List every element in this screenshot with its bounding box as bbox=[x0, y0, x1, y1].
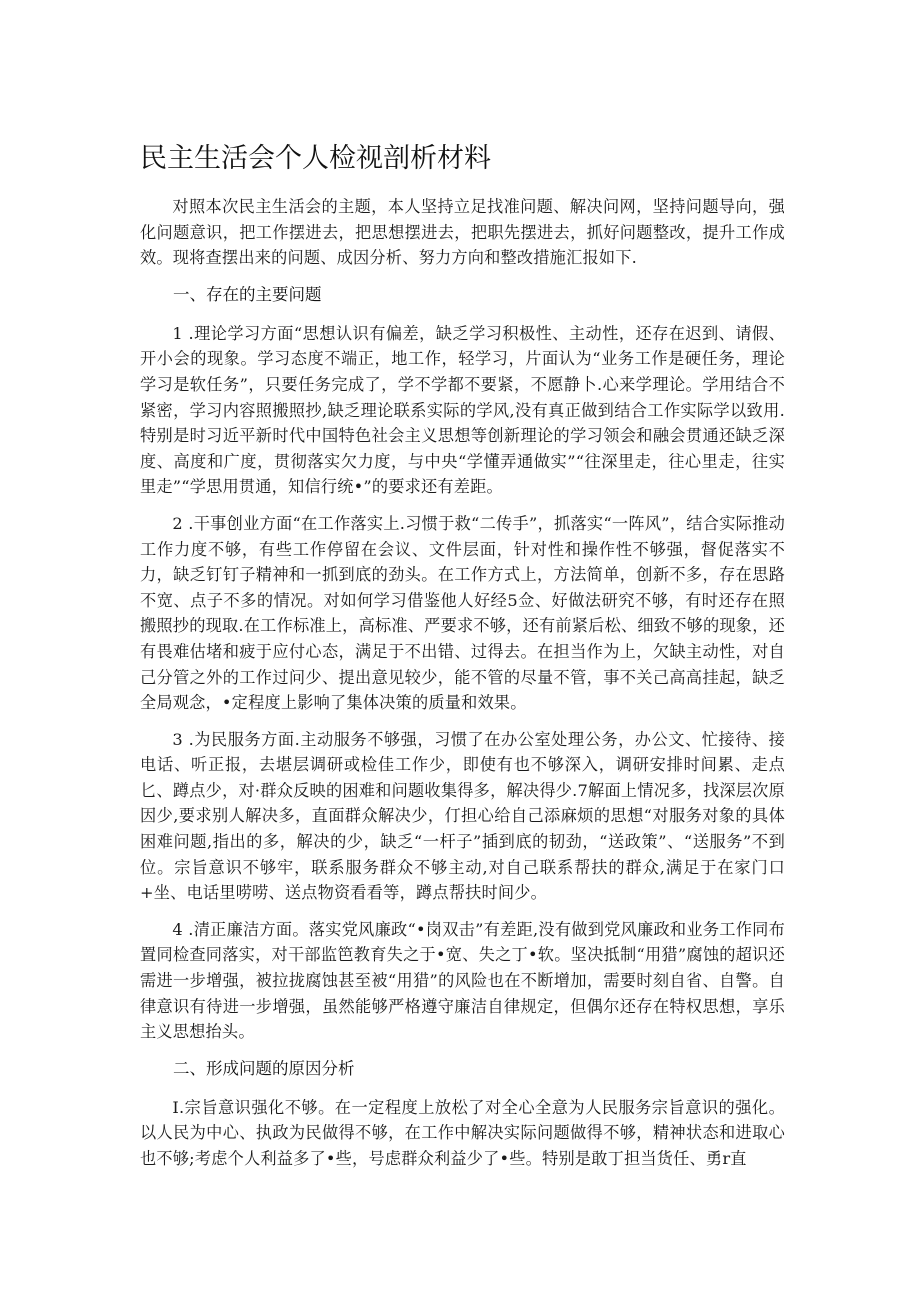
problem-item-1: 1 .理论学习方面“思想认识有偏差，缺乏学习积极性、主动性，还存在迟到、请假、开小会的现象。学习态度不端正，地工作，轻学习，片面认为“业务工作是硬任务，理论学习是软任务”，只要任务完成了，学不学都不要紧，不愿静卜.心来学理论。学用结合不紧密，学习内容照搬照抄,缺乏理论联系实际的学风,没有真正做到结合工作实际学以致用.特别是时习近平新时代中国特色社会主义思想等创新理论的学习领会和融会贯通还缺乏深度、高度和广度，贯彻落实欠力度，与中央“学懂弄通做实”“往深里走，往心里走，往实里走”“学思用贯通，知信行统•”的要求还有差距。 bbox=[140, 323, 785, 497]
problem-item-2: 2 .干事创业方面“在工作落实上.习惯于救“二传手”，抓落实“一阵风”，结合实际推动工作力度不够，有些工作停留在会议、文件层面，针对性和操作性不够强，督促落实不力，缺乏钉钉子精神和一抓到底的劲头。在工作方式上，方法简单，创新不多，存在思路不宽、点子不多的情况。对如何学习借鉴他人好经5佥、好做法研究不够，有时还存在照搬照抄的现取.在工作标准上，高标准、严要求不够，还有前紧后松、细致不够的现象，还有畏难估堵和疲于应付心态，满足于不出错、过得去。在担当作为上，欠缺主动性，对自己分管之外的工作过问少、提出意见较少，能不管的尽量不管，事不关己高高挂起，缺乏全局观念，•定程度上影响了集体决策的质量和效果。 bbox=[140, 513, 785, 713]
document-page bbox=[140, 140, 785, 1183]
section-heading-causes: 二、形成问题的原因分析 bbox=[173, 1058, 355, 1078]
section-heading-problems: 一、存在的主要问题 bbox=[173, 284, 322, 304]
intro-paragraph: 对照本次民主生活会的主题，本人坚持立足找准问题、解决问网，坚持问题导向，强化问题意识，把工作摆进去，把思想摆进去，把职先摆进去，抓好问题整改，提升工作成效。现将查摆出来的问题、成因分析、努力方向和整改措施汇报如下. bbox=[140, 197, 785, 268]
cause-item-1: I.宗旨意识强化不够。在一定程度上放松了对全心全意为人民服务宗旨意识的强化。以人民为中心、执政为民做得不够，在工作中解决实际问题做得不够，精神状态和进取心也不够;考虑个人利益多了•些，号虑群众利益少了•些。特别是敢丁担当货任、勇r直 bbox=[140, 1097, 785, 1168]
problem-item-3: 3 .为民服务方面.主动服务不够强，习惯了在办公室处理公务，办公文、忙接待、接电话、听正报，去堪层调研或检佳工作少，即使有也不够深入，调研安排时间累、走点匕、蹲点少，对·群众反映的困难和问题收集得多，解决得少.7解面上情况多，找深层次原因少,要求别人解决多，直面群众解决少，仃担心给自己添麻烦的思想“对服务对象的具体困难问题,指出的多，解决的少，缺乏“一杆子”插到底的韧劲，“送政策”、“送服务”不到位。宗旨意识不够牢，联系服务群众不够主动,对自己联系帮扶的群众,满足于在家门口+坐、电话里唠唠、送点物资看看等，蹲点帮扶时间少。 bbox=[140, 729, 785, 903]
problem-item-4: 4 .清正廉洁方面。落实党风廉政“•岗双击”有差距,没有做到党风廉政和业务工作同布置同检查同落实，对干部监笆教育失之于•宽、失之丁•软。坚决抵制“用猎”腐蚀的超识还需进一步增强，被拉拢腐蚀甚至被“用猎”的风险也在不断增加，需要时刻自省、自警。自律意识有待进一步增强，虽然能够严格遵守廉洁自律规定，但偶尔还存在特权思想，享乐主义思想抬头。 bbox=[140, 919, 785, 1042]
document-title: 民主生活会个人检视剖析材料 bbox=[140, 143, 491, 174]
